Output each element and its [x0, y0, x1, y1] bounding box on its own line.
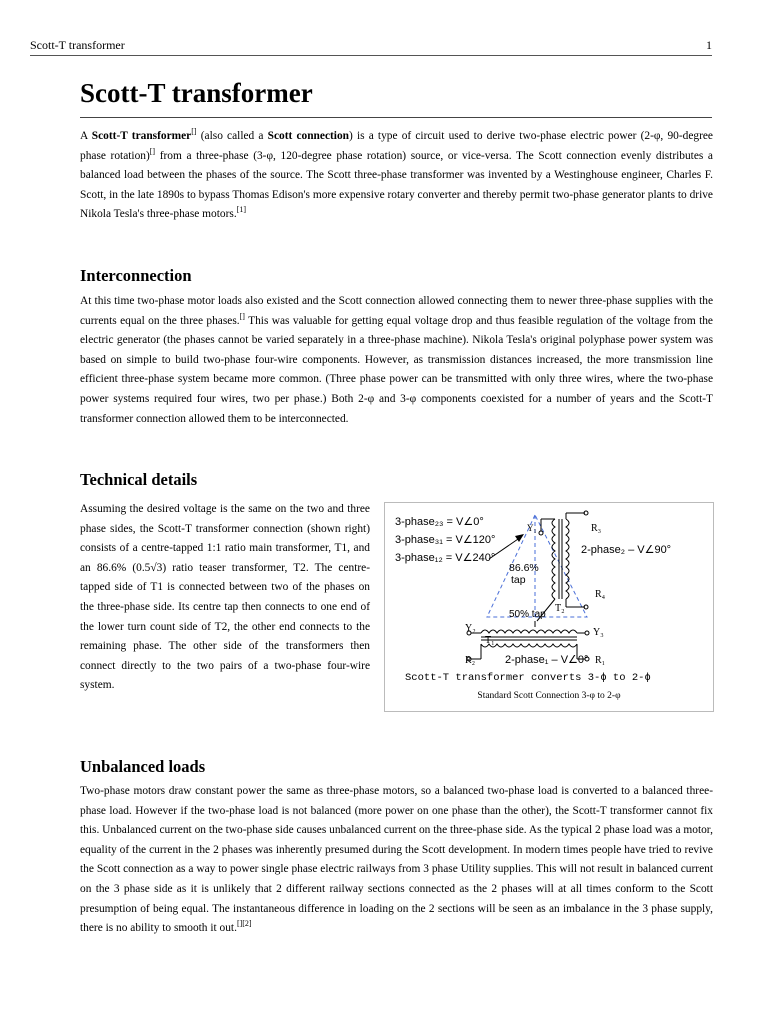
t2-primary-coil [552, 519, 555, 599]
citation-link[interactable]: [] [191, 127, 197, 137]
heading-technical-details: Technical details [80, 470, 198, 489]
term-scott-connection: Scott connection [267, 130, 349, 142]
label-y2: Y₂ [465, 623, 476, 634]
t2-secondary-coil [566, 519, 569, 599]
label-t1: T₁ [485, 635, 495, 646]
label-r2: R₂ [465, 655, 476, 666]
unbalanced-paragraph: Two-phase motors draw constant power the same as three-phase motors, so a balanced two-phase load is converted to a balanced three-phase load. However if the two-phase load is not balanced (more power on one phase than the other), the Scott-T transformer cannot fix this. Unbalanced current on the two-phase side causes unbalanced current on the three-phase side. As the typical 2 phase load was a motor, equality of the current in the 2 phases was inherently presumed during the Scott development. In modern times people have tried to revive the Scott connection as a way to power single phase electric railways from 3 phase Utility supplies. This will not result in balanced current on the 3 phase side as it is unlikely that 2 different railway sections connected as the 2 phases will at all times conform to the Scott presumption of being equal. The instantaneous difference in loading on the 2 sections will be seen as an imbalance in the 3 phase supply, there is no ability to smooth it out.[][2] [80, 785, 713, 935]
label-3phase-31: 3-phase₃₁ = V∠120° [395, 534, 496, 546]
label-r3: R₃ [591, 523, 602, 534]
scott-connection-diagram [385, 503, 715, 713]
figure-caption: Standard Scott Connection 3-φ to 2-φ [477, 691, 621, 701]
label-r1: R₁ [595, 655, 606, 666]
label-tap-866: 86.6% [509, 562, 539, 574]
label-converts: Scott-T transformer converts 3-ϕ to 2-ϕ [405, 672, 651, 684]
heading-interconnection: Interconnection [80, 266, 192, 285]
scott-connection-figure [384, 502, 714, 712]
term-scott-t: Scott-T transformer [91, 130, 192, 142]
page-title: Scott-T transformer [80, 78, 712, 118]
citation-link[interactable]: [][2] [236, 919, 252, 929]
heading-unbalanced-loads: Unbalanced loads [80, 757, 206, 776]
label-2phase-2: 2-phase₂ – V∠90° [581, 544, 672, 556]
citation-link[interactable]: [1] [236, 205, 247, 215]
citation-link[interactable]: [] [239, 311, 245, 321]
label-3phase-12: 3-phase₁₂ = V∠240° [395, 552, 496, 564]
technical-paragraph: Assuming the desired voltage is the same on the two and three phase sides, the Scott-T transformer connection (shown right) consists of a centre-tapped 1:1 ratio main transformer, T1, and an 86.6% (0.5√3) ratio teaser transformer, T2. The centre-tapped side of T1 is connected between two of the phases on the three-phase side. Its centre tap then connects to one end of the lower turn count side of T2, the other end connects to the remaining phase. The other side of the transformers then connect directly to the two pairs of a two-phase four-wire system. [80, 503, 370, 692]
label-t2: T₂ [555, 603, 565, 614]
label-r4: R₄ [595, 589, 606, 600]
t1-secondary-coil [481, 644, 577, 647]
running-title: Scott-T transformer [30, 38, 125, 52]
citation-link[interactable]: [] [149, 146, 156, 156]
label-tap-50: 50% tap [509, 609, 546, 620]
label-3phase-23: 3-phase₂₃ = V∠0° [395, 516, 484, 528]
running-header [30, 38, 712, 56]
label-y1: Y₁ [527, 523, 537, 533]
label-2phase-1: 2-phase₁ – V∠0° [505, 654, 589, 666]
t1-primary-coil [481, 630, 577, 633]
label-y3: Y₃ [593, 627, 604, 638]
label-tap-word: tap [511, 574, 526, 586]
page-number: 1 [706, 38, 712, 52]
interconnection-paragraph: At this time two-phase motor loads also existed and the Scott connection allowed connecting them to newer three-phase supplies with the currents equal on the three phases.[] This was valuable for getting equal voltage drop and thus feasible regulation of the voltage from the electric generator (the phases cannot be varied separately in a three-phase machine). Nikola Tesla's original polyphase power system was based on simple to build two-phase four-wire components. However, as transmission distances increased, the more transmission line efficient three-phase system became more common. (Three phase power can be transmitted with only three wires, where the two-phase power systems required four wires, two per phase.) Both 2-φ and 3-φ components coexisted for a number of years and the Scott-T transformer connection allowed them to be interconnected. [80, 295, 713, 425]
intro-paragraph: A Scott-T transformer[] (also called a Scott connection) is a type of circuit used to derive two-phase electric power (2-φ, 90-degree phase rotation)[] from a three-phase (3-φ, 120-degree phase rotation) source, or vice-versa. The Scott connection evenly distributes a balanced load between the phases of the source. The Scott three-phase transformer was invented by a Westinghouse engineer, Charles F. Scott, in the late 1890s to bypass Thomas Edison's more expensive rotary converter and thereby permit two-phase generator plants to drive Nikola Tesla's three-phase motors.[1] [80, 127, 713, 221]
